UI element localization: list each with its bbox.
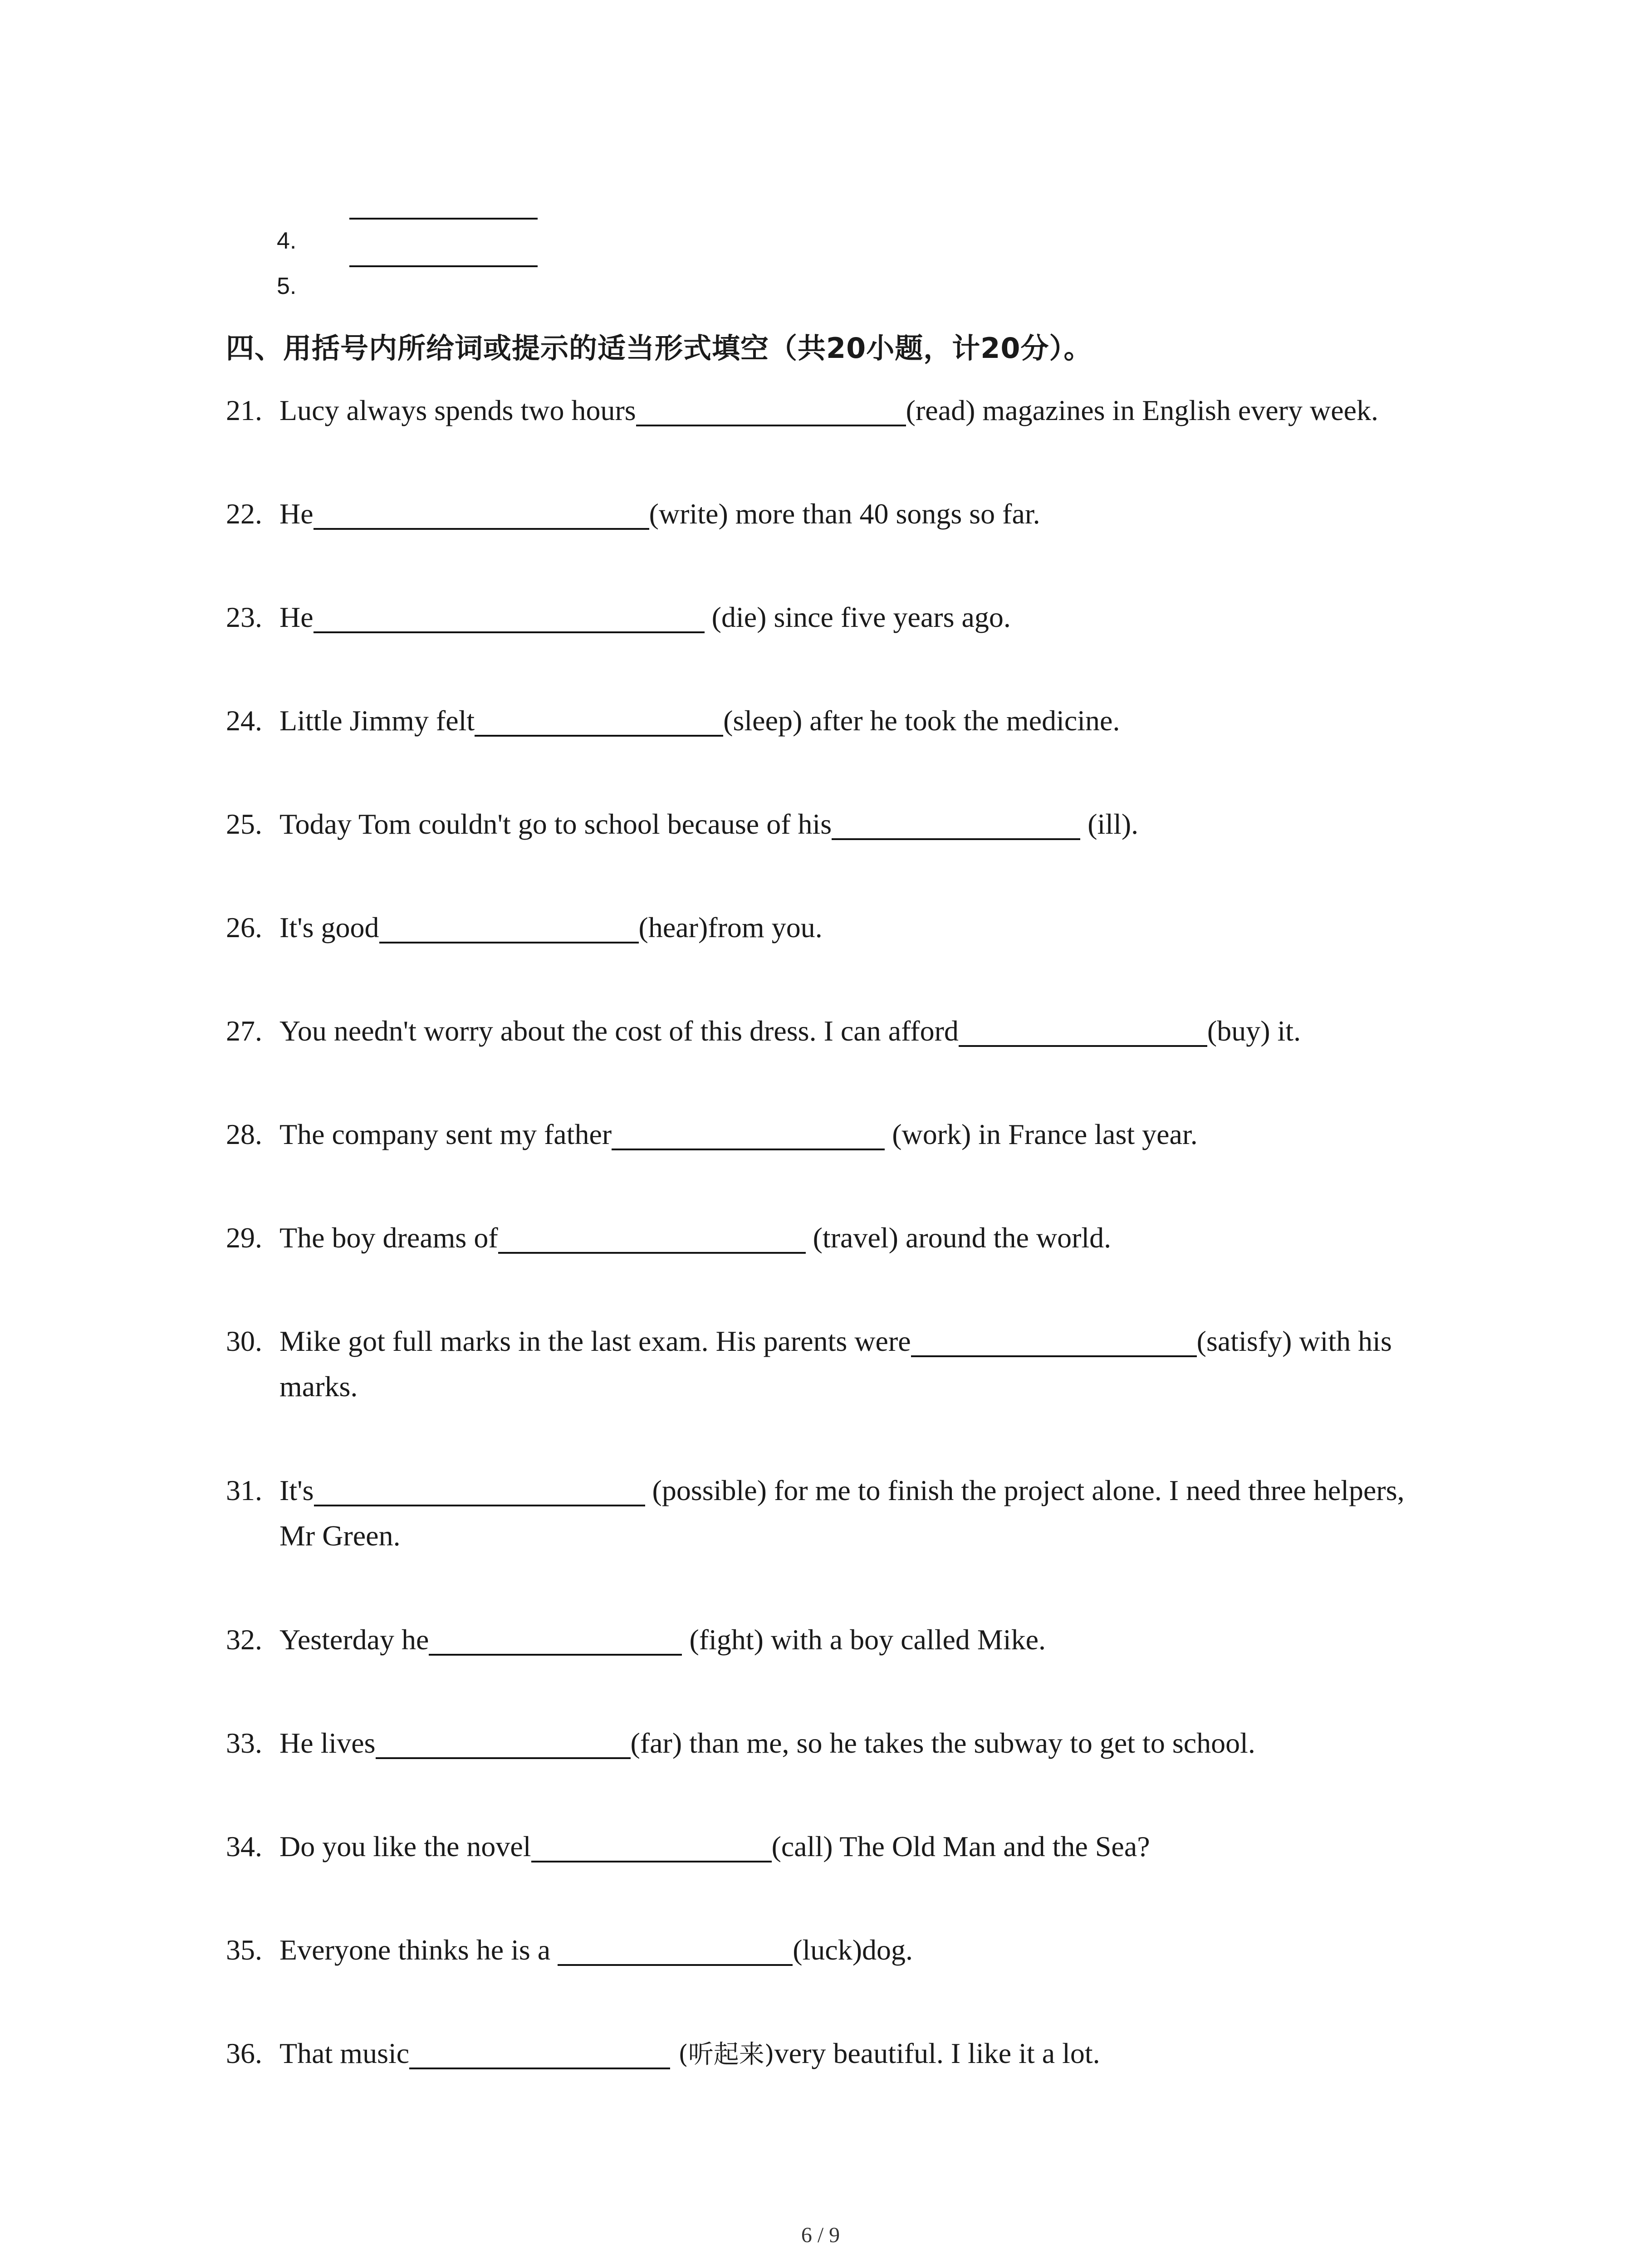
question-continuation: Mr Green. [279, 1520, 401, 1552]
question-text: Yesterday he [279, 1623, 429, 1656]
answer-blank[interactable] [409, 2039, 670, 2069]
question-number: 24. [226, 704, 262, 737]
question-number: 22. [226, 498, 262, 530]
answer-blank[interactable] [498, 1224, 806, 1254]
question-30 [226, 1319, 1392, 1403]
answer-blank[interactable] [558, 1936, 793, 1966]
answer-blank[interactable] [612, 1120, 885, 1150]
question-34 [226, 1824, 1150, 1869]
question-text: He lives [279, 1727, 376, 1759]
question-hint: (write) more than 40 songs so far. [649, 498, 1040, 530]
question-number: 31. [226, 1474, 262, 1506]
question-29 [226, 1215, 1111, 1261]
question-text: The boy dreams of [279, 1222, 498, 1254]
question-number: 25. [226, 808, 262, 840]
question-number: 36. [226, 2037, 262, 2069]
answer-blank[interactable] [531, 1833, 772, 1862]
question-hint: (hear)from you. [638, 911, 823, 943]
question-22 [226, 491, 1040, 537]
question-23 [226, 595, 1011, 640]
question-text: Everyone thinks he is a [279, 1934, 558, 1966]
answer-blank[interactable] [314, 603, 705, 633]
answer-blank[interactable] [959, 1017, 1207, 1047]
question-hint: (luck)dog. [793, 1934, 913, 1966]
answer-blank[interactable] [314, 1476, 645, 1506]
question-35 [226, 1927, 913, 1973]
question-text: He [279, 498, 314, 530]
question-hint-chinese: (听起来) [670, 2040, 774, 2069]
question-26 [226, 905, 823, 950]
answer-blank[interactable] [429, 1626, 682, 1656]
question-hint: (satisfy) with his [1196, 1325, 1392, 1357]
question-33 [226, 1721, 1255, 1766]
question-number: 28. [226, 1118, 262, 1150]
question-text: Lucy always spends two hours [279, 394, 636, 426]
question-number: 27. [226, 1015, 262, 1047]
question-32 [226, 1617, 1046, 1662]
question-number: 26. [226, 911, 262, 943]
question-hint: (possible) for me to finish the project alone. I need three helpers, [645, 1474, 1405, 1506]
question-number: 35. [226, 1934, 262, 1966]
question-hint: (ill). [1080, 808, 1139, 840]
question-text: It's [279, 1474, 314, 1506]
answer-number: 5. [277, 273, 297, 299]
question-text: It's good [279, 911, 379, 943]
question-hint: (far) than me, so he takes the subway to get to school. [630, 1727, 1255, 1759]
answer-blank[interactable] [314, 500, 649, 530]
section-heading: 四、用括号内所给词或提示的适当形式填空（共20小题，计20分）。 [226, 332, 1092, 365]
question-text: Today Tom couldn't go to school because of his [279, 808, 832, 840]
question-hint: (fight) with a boy called Mike. [682, 1623, 1046, 1656]
question-text: The company sent my father [279, 1118, 612, 1150]
question-number: 30. [226, 1325, 262, 1357]
question-text: Do you like the novel [279, 1830, 531, 1862]
answer-blank[interactable] [376, 1729, 631, 1759]
question-number: 34. [226, 1830, 262, 1862]
question-hint: (travel) around the world. [805, 1222, 1112, 1254]
question-hint: (call) The Old Man and the Sea? [771, 1830, 1150, 1862]
question-hint: (read) magazines in English every week. [906, 394, 1378, 426]
question-31 [226, 1468, 1405, 1552]
question-text: He [279, 601, 314, 633]
question-21 [226, 388, 1378, 433]
question-number: 33. [226, 1727, 262, 1759]
question-text: Mike got full marks in the last exam. His parents were [279, 1325, 911, 1357]
question-number: 32. [226, 1623, 262, 1656]
answer-number: 4. [277, 228, 297, 254]
question-text: You needn't worry about the cost of this dress. I can afford [279, 1015, 959, 1047]
question-text: Little Jimmy felt [279, 704, 475, 737]
answer-blank[interactable] [911, 1327, 1197, 1357]
answer-blank[interactable] [636, 396, 906, 426]
answer-blank[interactable] [379, 914, 639, 943]
question-25 [226, 802, 1138, 847]
question-hint: very beautiful. I like it a lot. [774, 2037, 1100, 2069]
answer-blank-line[interactable] [349, 265, 538, 267]
question-36 [226, 2031, 1100, 2077]
question-hint: (work) in France last year. [885, 1118, 1198, 1150]
question-number: 21. [226, 394, 262, 426]
answer-blank-line[interactable] [349, 218, 538, 220]
answer-blank[interactable] [832, 810, 1080, 840]
question-28 [226, 1112, 1198, 1157]
question-continuation: marks. [279, 1370, 358, 1403]
question-number: 29. [226, 1222, 262, 1254]
question-hint: (sleep) after he took the medicine. [723, 704, 1120, 737]
question-text: That music [279, 2037, 410, 2069]
answer-blank[interactable] [475, 707, 723, 737]
question-hint: (die) since five years ago. [704, 601, 1011, 633]
question-hint: (buy) it. [1207, 1015, 1301, 1047]
question-24 [226, 698, 1120, 743]
question-27 [226, 1008, 1301, 1054]
page-number: 6 / 9 [801, 2223, 840, 2247]
question-number: 23. [226, 601, 262, 633]
